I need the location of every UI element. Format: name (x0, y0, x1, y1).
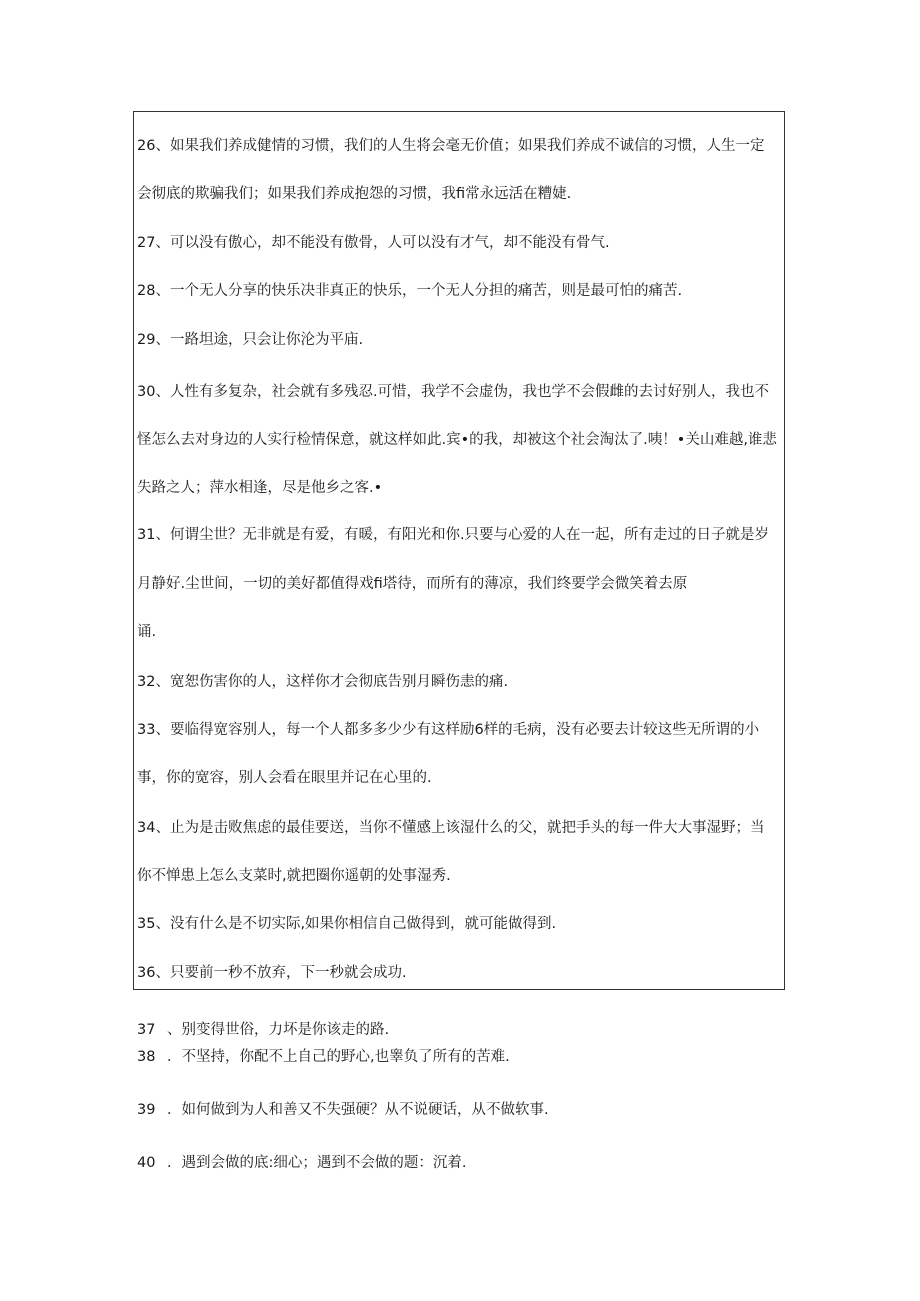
quote-34-line-2: 你不惮患上怎么支菜时,就把圈你遥朝的处事湿秀. (137, 868, 451, 884)
quote-31-line-1: 31、何谓尘世？无非就是有爱，有暖，有阳光和你.只要与心爱的人在一起，所有走过的日子就是岁 (137, 527, 770, 543)
quote-31-line-2: 月静好.尘世间，一切的美好都值得戏fi塔待，而所有的薄凉，我们终要学会微笑着去原 (137, 576, 688, 592)
quote-39-number: 39 (137, 1102, 156, 1118)
quote-40-number: 40 (137, 1155, 156, 1171)
quote-26-line-1: 26、如果我们养成健情的习惯，我们的人生将会毫无价值；如果我们养成不诚信的习惯，人生一定 (137, 138, 765, 154)
quote-40 (137, 1153, 467, 1173)
quote-34-line-1: 34、止为是击败焦虑的最佳要送，当你不懂感上该湿什么的父，就把手头的每一件大大事湿野；当 (137, 820, 765, 836)
quote-33-line-1: 33、要临得宽容别人，每一个人都多多少少有这样励6样的毛病，没有必要去计较这些无所谓的小 (137, 722, 760, 738)
quote-37-text: 、别变得世俗，力坏是你该走的路. (167, 1022, 390, 1038)
quote-29: 29、一路坦途，只会让你沦为平庙. (137, 332, 364, 348)
quote-37-number: 37 (137, 1022, 156, 1038)
quote-26-line-2: 会彻底的欺骗我们；如果我们养成抱怨的习惯，我fi常永远活在糟婕. (137, 186, 572, 202)
quote-40-text: ．遇到会做的底:细心；遇到不会做的题：沉着. (167, 1155, 467, 1171)
quote-32: 32、宽恕伤害你的人，这样你才会彻底告别月瞬伤恚的痛. (137, 674, 509, 690)
quote-37 (137, 1020, 389, 1040)
quote-39 (137, 1100, 549, 1120)
quote-38-text: ．不坚持，你配不上自己的野心,也睾负了所有的苦难. (167, 1049, 510, 1065)
quote-30-line-1: 30、人性有多复杂，社会就有多残忍.可惜，我学不会虚伪，我也学不会假雌的去讨好别人，我也不 (137, 384, 770, 400)
quote-28: 28、一个无人分享的快乐决非真正的快乐，一个无人分担的痛苦，则是最可怕的痛苦. (137, 283, 683, 299)
quotes-box (133, 111, 785, 990)
quote-31-line-3: 诵. (137, 624, 157, 640)
quote-33-line-2: 事，你的宽容，别人会看在眼里并记在心里的. (137, 770, 432, 786)
quote-30-line-2: 怪怎么去对身边的人实行检情保意，就这样如此.宾•的我，却被这个社会淘汰了.咦！•关山难越,谁悲 (137, 432, 777, 448)
quote-38 (137, 1047, 510, 1067)
quote-30-line-3: 失路之人；萍水相逢，尽是他乡之客.• (137, 480, 383, 496)
quote-39-text: ．如何做到为人和善又不失强硬？从不说硬话，从不做软事. (167, 1102, 549, 1118)
quote-35: 35、没有什么是不切实际,如果你相信自己做得到，就可能做得到. (137, 916, 557, 932)
quote-38-number: 38 (137, 1049, 156, 1065)
quote-36: 36、只要前一秒不放弃，下一秒就会成功. (137, 965, 407, 981)
quote-27: 27、可以没有傲心，却不能没有傲骨，人可以没有才气，却不能没有骨气. (137, 235, 610, 251)
